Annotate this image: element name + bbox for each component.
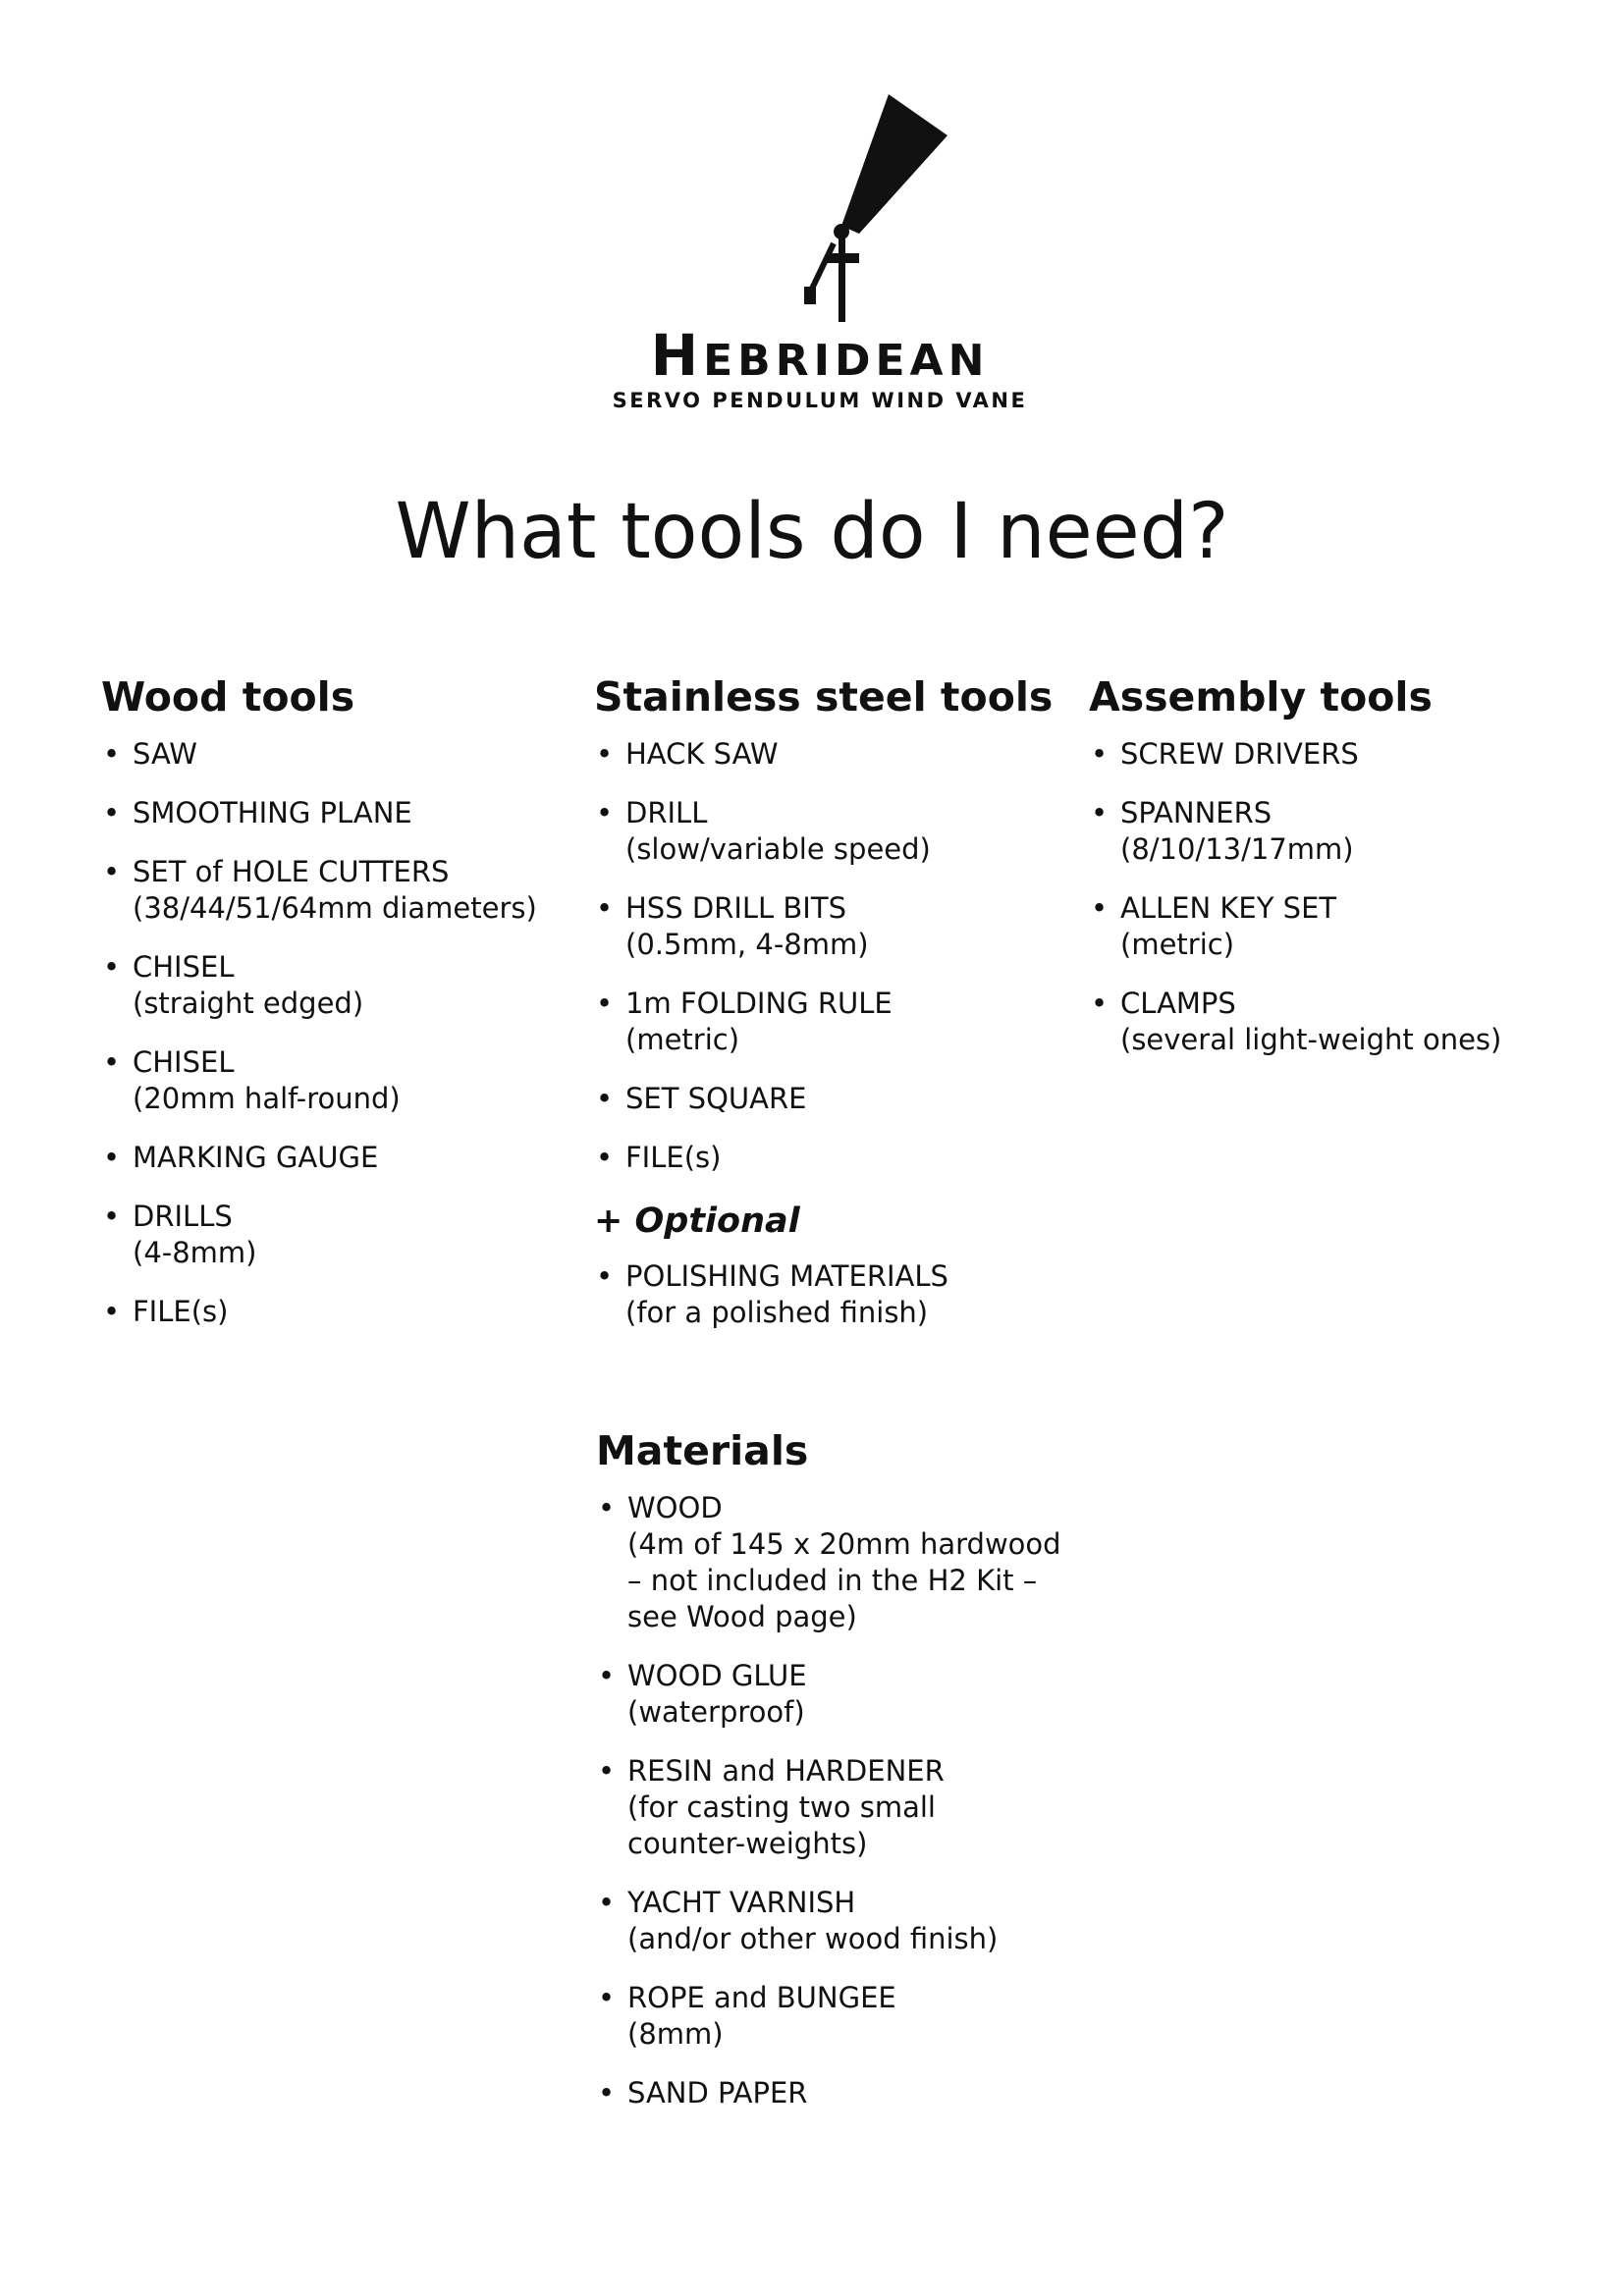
item-name: FILE(s): [133, 1295, 229, 1328]
wood-tools-heading: Wood tools: [101, 673, 355, 721]
assembly-tools-section: [1089, 671, 1560, 1058]
bullet-icon: •: [596, 796, 614, 829]
bullet-icon: •: [596, 987, 614, 1020]
item-name: DRILL: [625, 796, 708, 829]
list-item: [596, 1753, 1067, 1862]
wood-tools-list: [101, 736, 563, 1330]
item-detail: (8mm): [627, 2017, 724, 2051]
list-item: [101, 1044, 563, 1117]
bullet-icon: •: [103, 950, 121, 984]
item-name: YACHT VARNISH: [627, 1886, 856, 1919]
bullet-icon: •: [596, 737, 614, 771]
item-name: POLISHING MATERIALS: [625, 1259, 948, 1293]
item-name: MARKING GAUGE: [133, 1141, 379, 1174]
steel-tools-heading: Stainless steel tools: [594, 673, 1054, 721]
list-item: [594, 736, 1065, 773]
bullet-icon: •: [596, 891, 614, 925]
item-detail: (straight edged): [133, 987, 364, 1020]
item-name: SMOOTHING PLANE: [133, 796, 412, 829]
list-item: [594, 890, 1065, 963]
assembly-tools-list: [1089, 736, 1560, 1058]
item-name: SET of HOLE CUTTERS: [133, 855, 450, 888]
wind-vane-icon: [731, 86, 947, 332]
item-detail: (38/44/51/64mm diameters): [133, 891, 537, 925]
list-item: [101, 736, 563, 773]
list-item: [596, 1980, 1067, 2053]
wood-tools-section: [101, 671, 563, 1330]
item-name: HSS DRILL BITS: [625, 891, 846, 925]
list-item: [101, 949, 563, 1022]
bullet-icon: •: [103, 1141, 121, 1174]
list-item: [1089, 736, 1560, 773]
bullet-icon: •: [596, 1259, 614, 1293]
bullet-icon: •: [596, 1082, 614, 1115]
list-item: [596, 2075, 1067, 2111]
list-item: [596, 1490, 1067, 1635]
brand-name: HEBRIDEAN: [650, 322, 990, 389]
item-name: HACK SAW: [625, 737, 779, 771]
item-detail: (metric): [1120, 928, 1235, 961]
list-item: [594, 795, 1065, 868]
item-name: CLAMPS: [1120, 987, 1236, 1020]
item-detail: (4m of 145 x 20mm hardwood – not included in the H2 Kit – see Wood page): [627, 1527, 1061, 1633]
item-detail: (slow/variable speed): [625, 832, 931, 866]
list-item: [596, 1658, 1067, 1731]
page-title: What tools do I need?: [395, 488, 1229, 576]
item-name: WOOD: [627, 1491, 723, 1524]
item-name: 1m FOLDING RULE: [625, 987, 893, 1020]
list-item: [596, 1885, 1067, 1957]
bullet-icon: •: [598, 1886, 616, 1919]
item-name: SAND PAPER: [627, 2076, 808, 2109]
steel-tools-list: [594, 736, 1065, 1176]
bullet-icon: •: [103, 796, 121, 829]
bullet-icon: •: [598, 2076, 616, 2109]
list-item: [1089, 986, 1560, 1058]
optional-list: [594, 1258, 1065, 1331]
item-detail: (waterproof): [627, 1695, 805, 1729]
list-item: [1089, 890, 1560, 963]
item-detail: (metric): [625, 1023, 740, 1056]
item-detail: (4-8mm): [133, 1236, 257, 1269]
item-name: RESIN and HARDENER: [627, 1754, 945, 1788]
list-item: [101, 1140, 563, 1176]
item-detail: (8/10/13/17mm): [1120, 832, 1354, 866]
steel-tools-section: [594, 671, 1065, 1331]
item-name: SAW: [133, 737, 197, 771]
bullet-icon: •: [103, 855, 121, 888]
bullet-icon: •: [103, 1200, 121, 1233]
item-name: CHISEL: [133, 950, 235, 984]
list-item: [594, 1258, 1065, 1331]
item-name: CHISEL: [133, 1045, 235, 1079]
item-name: DRILLS: [133, 1200, 233, 1233]
item-name: FILE(s): [625, 1141, 722, 1174]
bullet-icon: •: [1091, 737, 1109, 771]
brand-tagline: SERVO PENDULUM WIND VANE: [612, 389, 1028, 412]
bullet-icon: •: [598, 1754, 616, 1788]
list-item: [1089, 795, 1560, 868]
optional-heading: + Optional: [594, 1201, 800, 1241]
bullet-icon: •: [598, 1981, 616, 2014]
item-detail: (0.5mm, 4-8mm): [625, 928, 869, 961]
item-name: SPANNERS: [1120, 796, 1272, 829]
item-detail: (and/or other wood finish): [627, 1922, 999, 1955]
list-item: [101, 1199, 563, 1271]
bullet-icon: •: [1091, 891, 1109, 925]
bullet-icon: •: [103, 1295, 121, 1328]
list-item: [101, 795, 563, 831]
assembly-tools-heading: Assembly tools: [1089, 673, 1433, 721]
item-name: ALLEN KEY SET: [1120, 891, 1337, 925]
bullet-icon: •: [103, 737, 121, 771]
bullet-icon: •: [598, 1491, 616, 1524]
list-item: [594, 986, 1065, 1058]
bullet-icon: •: [598, 1659, 616, 1692]
hebridean-logo: [584, 86, 1056, 420]
item-name: ROPE and BUNGEE: [627, 1981, 896, 2014]
item-name: SET SQUARE: [625, 1082, 807, 1115]
bullet-icon: •: [1091, 796, 1109, 829]
bullet-icon: •: [1091, 987, 1109, 1020]
item-detail: (for casting two small counter-weights): [627, 1790, 936, 1860]
item-detail: (for a polished finish): [625, 1296, 929, 1329]
item-name: SCREW DRIVERS: [1120, 737, 1359, 771]
item-name: WOOD GLUE: [627, 1659, 807, 1692]
bullet-icon: •: [596, 1141, 614, 1174]
bullet-icon: •: [103, 1045, 121, 1079]
item-detail: (several light-weight ones): [1120, 1023, 1502, 1056]
list-item: [101, 854, 563, 927]
item-detail: (20mm half-round): [133, 1082, 401, 1115]
materials-section: [596, 1425, 1067, 2111]
list-item: [594, 1081, 1065, 1117]
materials-heading: Materials: [596, 1427, 809, 1474]
list-item: [101, 1294, 563, 1330]
materials-list: [596, 1490, 1067, 2111]
list-item: [594, 1140, 1065, 1176]
